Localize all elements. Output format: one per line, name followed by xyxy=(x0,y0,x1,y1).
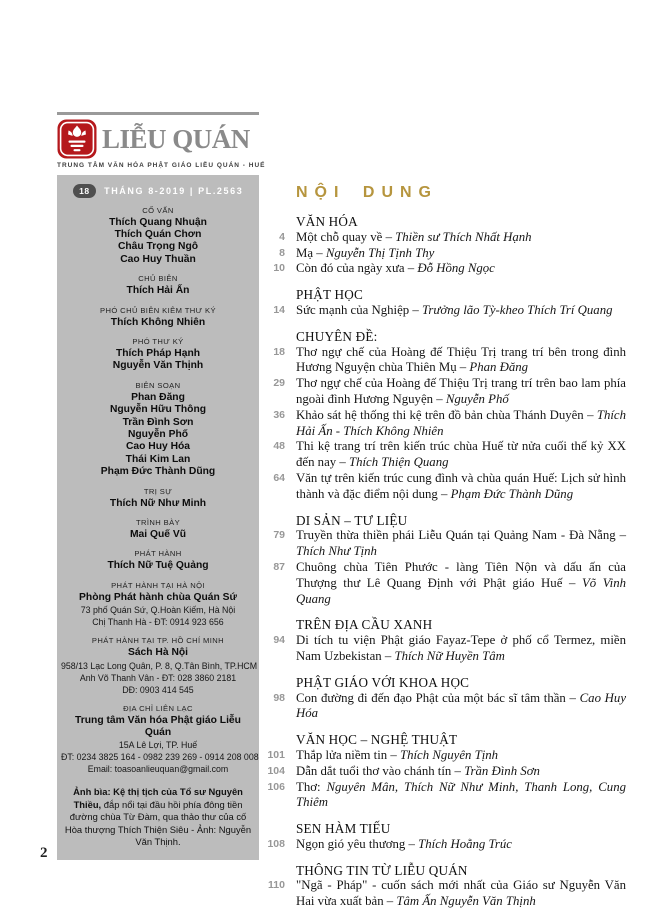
toc-item-title: Văn tự trên kiến trúc cung đình và chùa quán Huế: Lịch sử hình thành và đặc điểm nội dung xyxy=(296,470,626,501)
magazine-title: LIỄU QUÁN xyxy=(102,123,250,154)
toc-item-separator: – xyxy=(456,360,470,375)
toc-item-entry xyxy=(296,345,626,377)
masthead-sidebar xyxy=(57,112,266,860)
toc-section-heading: CHUYÊN ĐỀ: xyxy=(296,328,378,344)
toc-item-entry xyxy=(296,560,626,607)
masthead-names xyxy=(61,560,255,572)
contents-title: NỘI DUNG xyxy=(296,184,438,201)
toc-item-separator: – xyxy=(382,229,396,244)
toc-item-separator: – xyxy=(383,894,397,909)
toc-item-entry xyxy=(296,528,626,560)
toc-item-author: Trưởng lão Tỳ-kheo Thích Trí Quang xyxy=(422,302,613,317)
magazine-tagline: TRUNG TÂM VĂN HÓA PHẬT GIÁO LIỄU QUÁN - HUẾ xyxy=(57,162,266,169)
toc-item-separator: – xyxy=(562,575,582,590)
toc-item xyxy=(263,261,626,277)
toc-item-page-number: 94 xyxy=(273,634,285,647)
masthead-group xyxy=(61,548,255,572)
masthead-names xyxy=(61,592,255,604)
toc-item-entry xyxy=(296,439,626,471)
masthead-role-label: PHÁT HÀNH TẠI TP. HỒ CHÍ MINH xyxy=(91,636,225,646)
masthead-name: Thái Kim Lan xyxy=(125,453,191,465)
masthead-name: Trần Đình Sơn xyxy=(122,416,194,428)
toc-item xyxy=(263,780,626,812)
masthead-detail-line: ĐT: 0234 3825 164 - 0982 239 269 - 0914 208 008 xyxy=(61,752,259,763)
toc-section-heading: DI SẢN – TƯ LIỆU xyxy=(296,512,408,528)
toc-section-heading: TRÊN ĐỊA CẦU XANH xyxy=(296,617,433,633)
masthead-names xyxy=(61,498,255,510)
toc-item-entry xyxy=(296,878,626,910)
toc-item-title: Dẫn dắt tuổi thơ vào chánh tín xyxy=(296,763,452,778)
masthead-name: Nguyễn Văn Thịnh xyxy=(112,360,204,372)
issue-info xyxy=(61,184,255,198)
toc-section-items xyxy=(263,837,626,853)
masthead-detail-line: Anh Võ Thanh Vân - ĐT: 028 3860 2181 xyxy=(79,672,237,683)
masthead-role-label: ĐỊA CHỈ LIÊN LẠC xyxy=(123,703,193,713)
toc-section xyxy=(263,863,626,910)
masthead-groups xyxy=(61,205,259,776)
toc-item-page-number: 29 xyxy=(273,377,285,390)
toc-item-title: Khảo sát hệ thống thi kệ trên đồ bản chùa Thánh Duyên xyxy=(296,407,584,422)
masthead-name: Thích Không Nhiên xyxy=(110,316,206,328)
masthead-name: Cao Huy Hóa xyxy=(125,441,191,453)
masthead-name: Sách Hà Nội xyxy=(127,647,189,659)
toc-item-title: Di tích tu viện Phật giáo Fayaz-Tepe ở phố cổ Termez, miền Nam Uzbekistan xyxy=(296,633,626,663)
toc-item-separator: – xyxy=(381,648,395,663)
toc-item xyxy=(263,528,626,560)
masthead-group xyxy=(61,205,255,267)
cover-caption-lead: Ảnh bìa: Kệ thị tịch của Tổ sư Nguyên Thiều, xyxy=(73,786,243,810)
toc-item xyxy=(263,691,626,723)
toc-item-entry xyxy=(296,376,626,408)
toc-item-page-number: 48 xyxy=(273,440,285,453)
toc-item-author: Thiền sư Thích Nhất Hạnh xyxy=(395,229,532,244)
masthead-role-label: PHÁT HÀNH xyxy=(134,549,182,559)
masthead-name: Mai Quế Vũ xyxy=(129,529,187,540)
toc-item-separator: – xyxy=(565,690,580,705)
masthead-names xyxy=(61,647,255,659)
toc-item-separator: – xyxy=(409,302,422,317)
toc-item xyxy=(263,560,626,607)
toc-section xyxy=(263,287,626,319)
masthead-names xyxy=(61,392,255,479)
toc-section-items xyxy=(263,345,626,503)
masthead-detail-line: DĐ: 0903 414 545 xyxy=(122,684,194,695)
toc-item-title: "Ngã - Pháp" - cuốn sách mới nhất của Giáo sư Nguyễn Văn Hai vừa xuất bản xyxy=(296,878,626,909)
toc-item-title: Sức mạnh của Nghiệp xyxy=(296,302,410,317)
toc-section-heading: PHẬT GIÁO VỚI KHOA HỌC xyxy=(296,674,470,690)
toc-item-entry xyxy=(296,837,626,853)
toc-item-separator: – xyxy=(313,245,326,260)
toc-item-separator: – xyxy=(437,486,451,501)
toc-item-page-number: 79 xyxy=(273,529,285,542)
masthead-role-label: PHÁT HÀNH TẠI HÀ NỘI xyxy=(111,580,205,590)
toc-section-items xyxy=(263,528,626,607)
page-number: 2 xyxy=(40,845,48,861)
toc-item-separator: – xyxy=(405,836,419,851)
masthead-group xyxy=(61,635,258,695)
toc-item-author: Phan Đăng xyxy=(469,360,529,375)
toc-item-entry xyxy=(296,764,626,780)
toc-item xyxy=(263,633,626,665)
toc-item-page-number: 64 xyxy=(273,471,285,484)
toc-section-heading: THÔNG TIN TỪ LIỄU QUÁN xyxy=(296,862,468,878)
masthead-details xyxy=(61,604,255,628)
toc-item-separator: – xyxy=(451,763,465,778)
cover-caption-body: đắp nổi tại đầu hồi phía đông tiền đường chùa Từ Đàm, qua thảo thư của cố Hòa thượng Thích Thiện Siêu - Ảnh: Nguyễn Văn Thịnh. xyxy=(64,798,252,848)
toc-item-page-number: 108 xyxy=(267,837,285,850)
masthead-detail-line: 73 phố Quán Sứ, Q.Hoàn Kiếm, Hà Nội xyxy=(80,605,236,616)
toc-item-page-number: 101 xyxy=(267,748,285,761)
toc-item-entry xyxy=(296,780,626,812)
toc-item-title: Thơ ngự chế của Hoàng đế Thiệu Trị trang trí trên bao lam phía ngoài đình Hương Nguyện xyxy=(296,376,626,406)
toc-item-page-number: 10 xyxy=(273,262,285,275)
toc-item xyxy=(263,878,626,910)
toc-item-author: Trần Đình Sơn xyxy=(464,763,540,778)
toc-section-items xyxy=(263,633,626,665)
toc-item-entry xyxy=(296,230,626,246)
toc-item-entry xyxy=(296,471,626,503)
masthead-detail-line: Chị Thanh Hà - ĐT: 0914 923 656 xyxy=(92,617,224,628)
toc-section-items xyxy=(263,303,626,319)
toc-item xyxy=(263,439,626,471)
toc-item xyxy=(263,764,626,780)
masthead-names xyxy=(61,217,255,267)
toc-item-separator: – xyxy=(615,528,626,543)
masthead-name: Thích Pháp Hạnh xyxy=(115,347,201,359)
toc-item-page-number: 106 xyxy=(267,780,285,793)
toc-section xyxy=(263,675,626,722)
masthead-panel xyxy=(57,175,259,860)
masthead-role-label: PHÓ THƯ KÝ xyxy=(132,336,184,346)
toc-section-items xyxy=(263,878,626,910)
masthead-names xyxy=(61,715,255,740)
toc-item-separator: – xyxy=(387,747,400,762)
toc-section-heading: VĂN HÓA xyxy=(296,214,358,229)
toc-section-heading: VĂN HỌC – NGHỆ THUẬT xyxy=(296,732,458,748)
toc-item-author: Nguyễn Phố xyxy=(445,391,509,406)
toc-item-author: Cao Huy Hóa xyxy=(296,690,626,721)
masthead-group xyxy=(61,380,255,479)
masthead-role-label: TRỊ SỰ xyxy=(143,486,173,496)
toc-item-author: Nguyễn Thị Tịnh Thy xyxy=(325,245,435,260)
cover-photo-caption xyxy=(61,786,255,848)
toc-item-separator: – xyxy=(404,261,418,276)
toc-section-items xyxy=(263,748,626,811)
toc-item-separator: – xyxy=(336,455,349,470)
toc-item-entry xyxy=(296,633,626,665)
toc-item-page-number: 87 xyxy=(273,560,285,573)
toc-item-title: Mạ xyxy=(296,245,314,260)
masthead-name: Cao Huy Thuần xyxy=(120,253,196,265)
toc-item-entry xyxy=(296,246,626,262)
masthead-detail-line: 15A Lê Lợi, TP. Huế xyxy=(118,740,198,751)
issue-date: THÁNG 8-2019 | PL.2563 xyxy=(104,185,244,196)
toc-item-author: Thích Hoằng Trúc xyxy=(418,836,512,851)
masthead-name: Phạm Đức Thành Dũng xyxy=(100,466,216,478)
toc-item-author: Võ Vinh Quang xyxy=(296,575,627,606)
toc-item-page-number: 98 xyxy=(273,691,285,704)
toc-item-title: Truyền thừa thiền phái Liễu Quán tại Quảng Nam - Đà Nẵng xyxy=(296,528,616,543)
masthead-group xyxy=(61,305,255,329)
masthead-names xyxy=(61,348,255,373)
toc-item-entry xyxy=(296,261,626,277)
magazine-logo xyxy=(57,115,259,160)
lotus-seal-icon xyxy=(57,119,97,159)
masthead-name: Châu Trọng Ngô xyxy=(117,241,199,253)
table-of-contents xyxy=(263,184,626,910)
masthead-name: Thích Hải Ấn xyxy=(126,285,190,297)
toc-item-author: Thích Hải Ấn - Thích Không Nhiên xyxy=(296,407,627,438)
toc-section xyxy=(263,732,626,811)
toc-item-title: Con đường đi đến đạo Phật của một bác sĩ tâm thần xyxy=(296,690,566,705)
toc-section-heading: SEN HÀM TIẾU xyxy=(296,821,391,837)
masthead-detail-line: 958/13 Lạc Long Quân, P. 8, Q.Tân Bình, TP.HCM xyxy=(61,660,258,671)
toc-item xyxy=(263,376,626,408)
masthead-role-label: CỐ VẤN xyxy=(142,205,174,215)
toc-item-author: Nguyên Mân, Thích Nữ Như Minh, Thanh Long, Cung Thiêm xyxy=(296,779,626,810)
toc-item-title: Thơ ngự chế của Hoàng đế Thiệu Trị trang trí bên trong đình Hương Nguyện chùa Thiên Mụ xyxy=(296,344,626,375)
masthead-group xyxy=(61,703,259,776)
toc-item xyxy=(263,345,626,377)
toc-item-page-number: 8 xyxy=(279,246,285,259)
toc-item-title: Ngọn gió yêu thương xyxy=(296,836,406,851)
toc-item-page-number: 104 xyxy=(267,764,285,777)
toc-item-entry xyxy=(296,408,626,440)
masthead-group xyxy=(61,336,255,373)
toc-section-heading: PHẬT HỌC xyxy=(296,287,363,303)
toc-item xyxy=(263,303,626,319)
toc-item-title: Thắp lửa niềm tin xyxy=(296,747,388,762)
toc-sections xyxy=(263,214,626,910)
toc-item xyxy=(263,748,626,764)
toc-item-page-number: 36 xyxy=(273,408,285,421)
toc-item xyxy=(263,246,626,262)
toc-item xyxy=(263,408,626,440)
masthead-group xyxy=(61,580,255,628)
masthead-group xyxy=(61,273,255,297)
toc-section xyxy=(263,214,626,277)
masthead-name: Phòng Phát hành chùa Quán Sứ xyxy=(79,591,237,603)
toc-item-title: Còn đó của ngày xưa xyxy=(296,261,405,276)
toc-section xyxy=(263,329,626,503)
toc-item xyxy=(263,471,626,503)
toc-item-separator: – xyxy=(583,407,597,422)
toc-item-page-number: 110 xyxy=(268,879,285,892)
toc-item xyxy=(263,837,626,853)
toc-section xyxy=(263,513,626,608)
toc-item-title: Thơ: xyxy=(296,779,321,794)
masthead-names xyxy=(61,529,255,541)
toc-item-author: Tâm Ấn Nguyễn Văn Thịnh xyxy=(396,894,536,909)
toc-item-author: Thích Thiện Quang xyxy=(348,455,449,470)
toc-item-entry xyxy=(296,303,626,319)
masthead-name: Thích Quán Chơn xyxy=(114,228,202,240)
masthead-role-label: TRÌNH BÀY xyxy=(135,518,181,527)
toc-section-items xyxy=(263,230,626,277)
masthead-detail-line: Email: toasoanlieuquan@gmail.com xyxy=(87,764,229,775)
masthead-name: Nguyễn Phố xyxy=(127,428,189,440)
masthead-role-label: PHÓ CHỦ BIÊN KIÊM THƯ KÝ xyxy=(100,305,216,315)
masthead-name: Phan Đăng xyxy=(131,391,185,403)
masthead-role-label: CHỦ BIÊN xyxy=(138,274,178,284)
masthead-names xyxy=(61,317,255,329)
toc-item-page-number: 18 xyxy=(273,345,285,358)
toc-item-separator: – xyxy=(433,391,446,406)
toc-section-items xyxy=(263,691,626,723)
masthead-name: Thích Nữ Như Minh xyxy=(109,497,207,509)
toc-item-entry xyxy=(296,691,626,723)
masthead-names xyxy=(61,285,255,297)
toc-item-author: Thích Như Tịnh xyxy=(296,544,377,559)
masthead-role-label: BIÊN SOẠN xyxy=(135,380,181,390)
toc-item-author: Đỗ Hồng Ngọc xyxy=(417,261,495,276)
masthead-name: Trung tâm Văn hóa Phật giáo Liễu Quán xyxy=(75,714,241,739)
masthead-details xyxy=(61,660,258,696)
issue-number-badge: 18 xyxy=(73,184,96,198)
masthead-name: Thích Quang Nhuận xyxy=(109,216,207,228)
toc-item xyxy=(263,230,626,246)
toc-item-title: Chuông chùa Tiên Phước - làng Tiên Nộn và dấu ấn của Thượng thư Lê Quang Định với Phật giáo Huế xyxy=(296,559,626,590)
toc-item-title: Một chỗ quay về xyxy=(296,229,383,244)
masthead-details xyxy=(61,739,259,775)
toc-item-author: Thích Nữ Huyền Tâm xyxy=(394,648,505,663)
toc-section xyxy=(263,617,626,664)
masthead-group xyxy=(61,486,255,510)
toc-section xyxy=(263,821,626,853)
toc-item-author: Thích Nguyên Tịnh xyxy=(399,747,499,762)
masthead-name: Nguyễn Hữu Thông xyxy=(109,404,207,416)
masthead-group xyxy=(61,517,255,541)
toc-item-title: Thi kệ trang trí trên kiến trúc chùa Huế từ nửa cuối thế kỷ XX đến nay xyxy=(296,439,626,470)
toc-item-page-number: 4 xyxy=(279,230,285,243)
masthead-name: Thích Nữ Tuệ Quảng xyxy=(107,560,209,572)
toc-item-entry xyxy=(296,748,626,764)
toc-item-page-number: 14 xyxy=(273,303,285,316)
toc-item-author: Phạm Đức Thành Dũng xyxy=(450,486,574,501)
